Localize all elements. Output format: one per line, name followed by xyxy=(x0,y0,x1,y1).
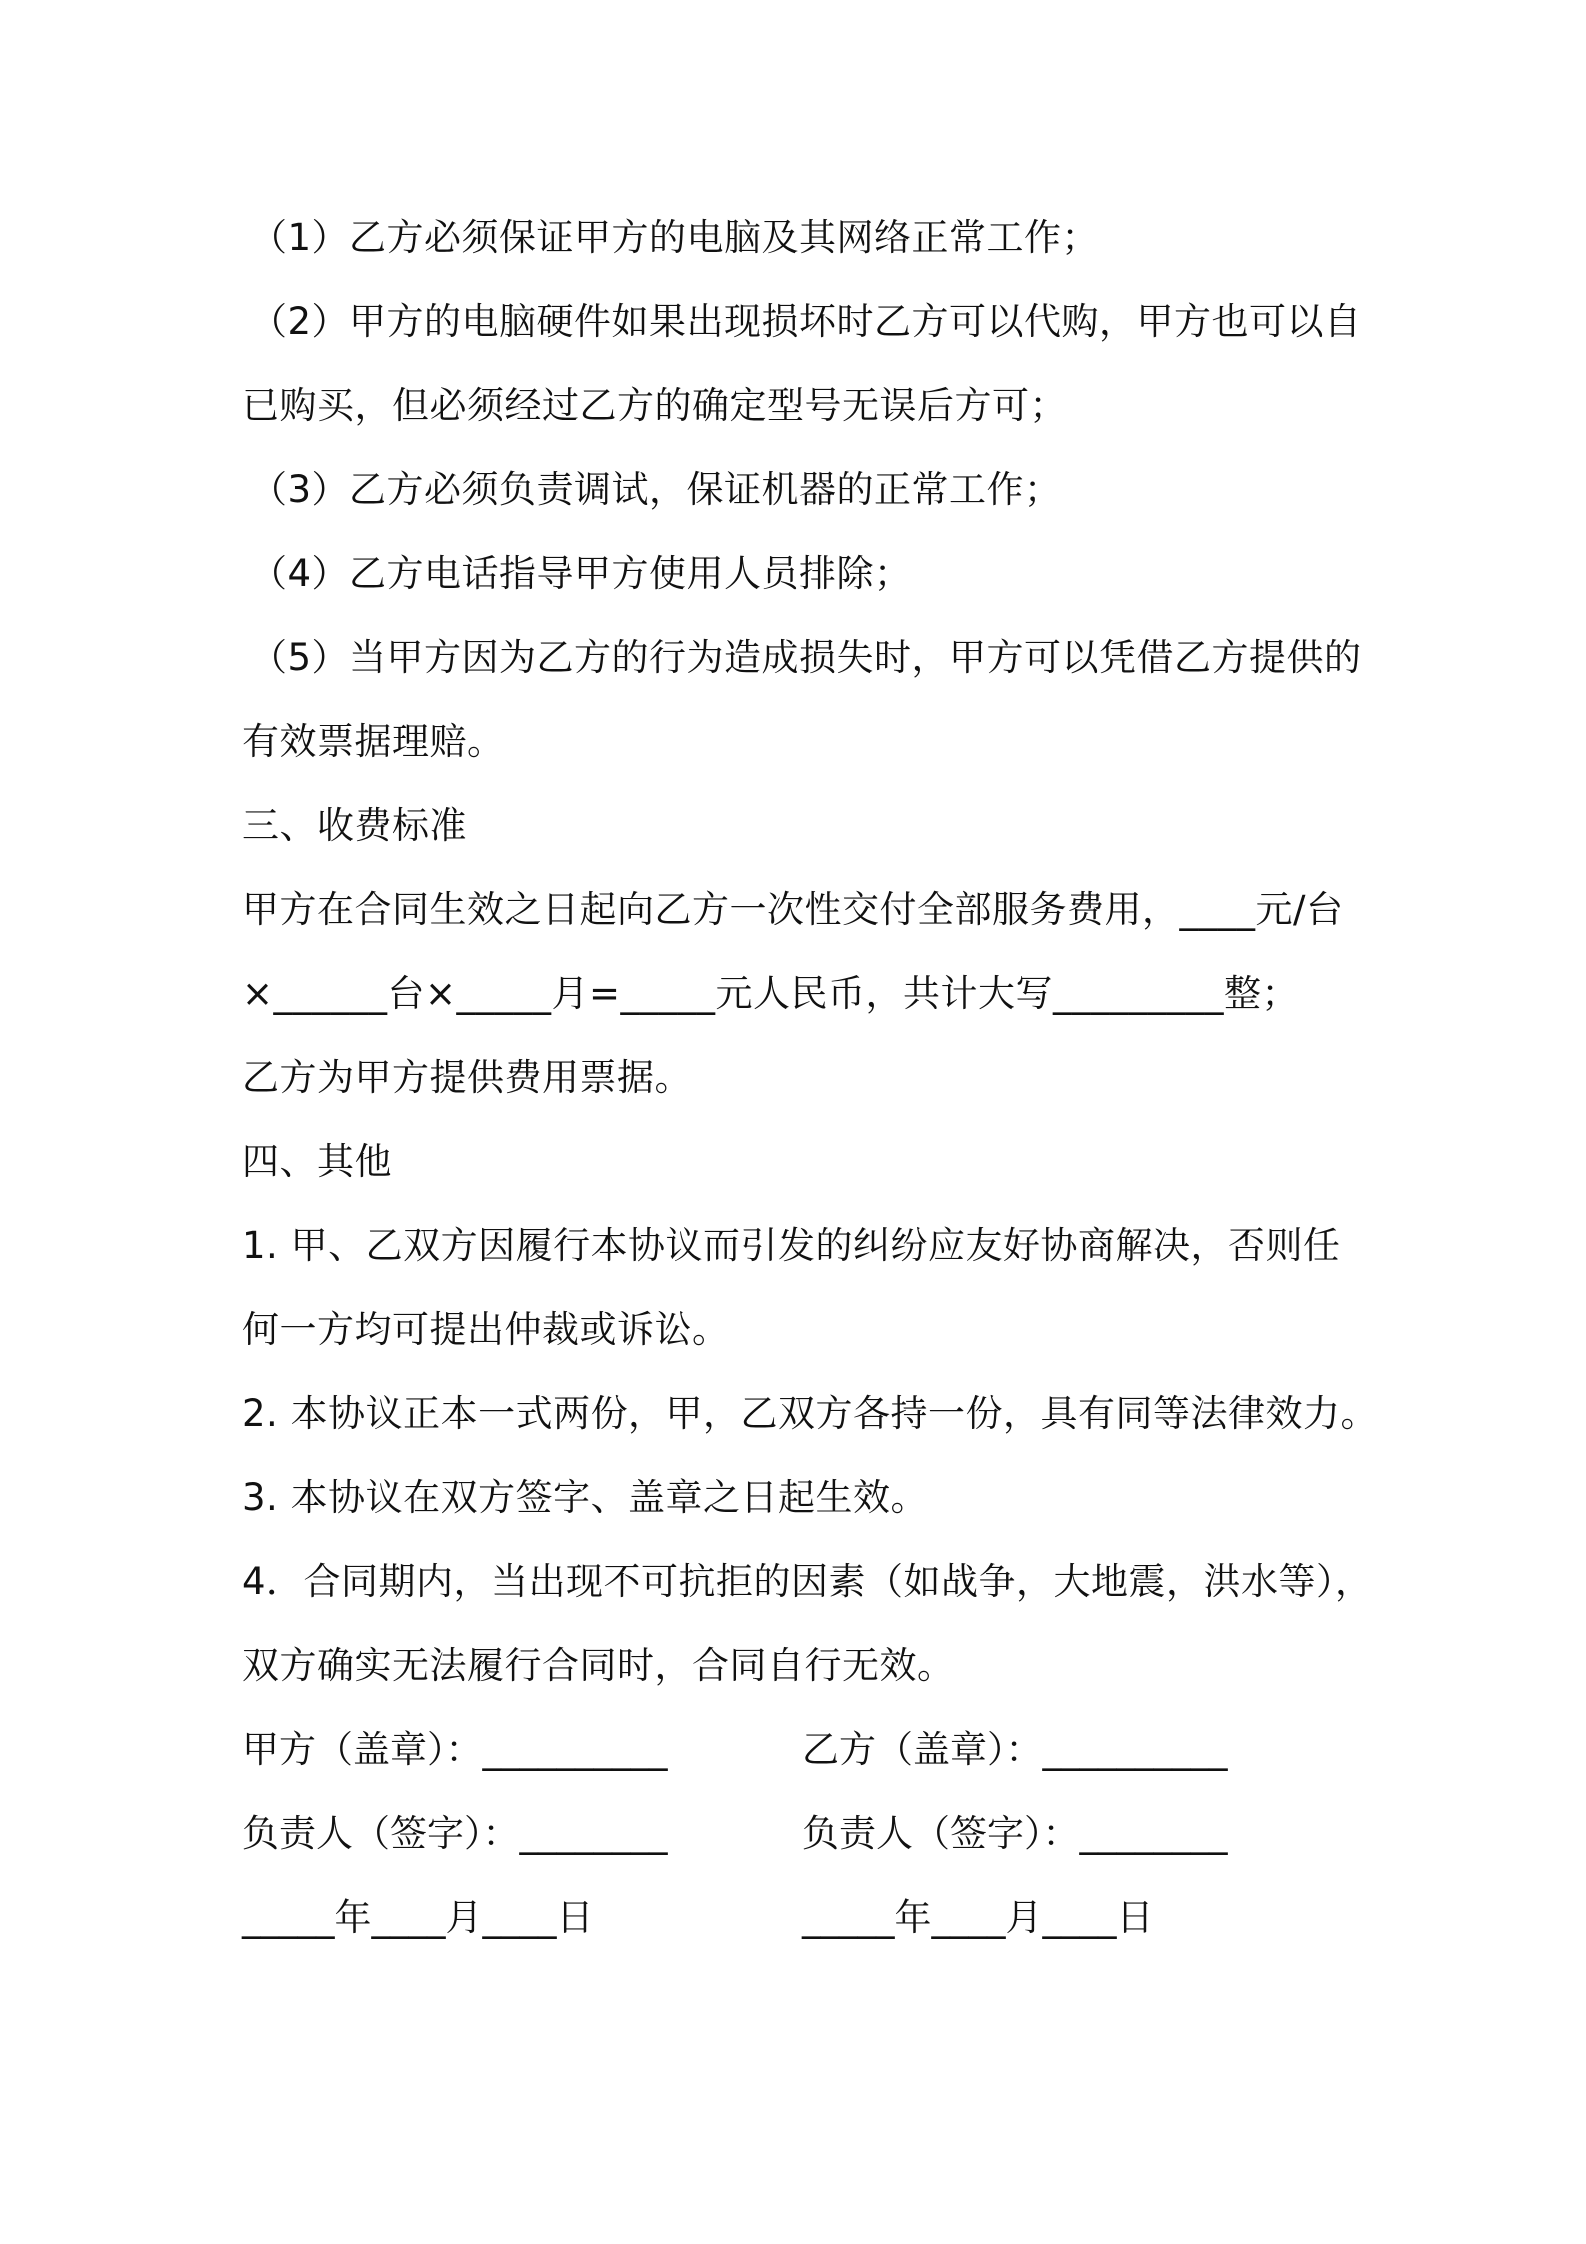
fee-line-3: 乙方为甲方提供费用票据。 xyxy=(242,1056,692,1099)
party-b-responsible: 负责人（签字）：________ xyxy=(802,1812,1228,1855)
clause-2-2: （2）甲方的电脑硬件如果出现损坏时乙方可以代购，甲方也可以自 xyxy=(250,300,1362,343)
signature-responsible-row xyxy=(242,1792,1362,1876)
clause-2-5-cont: 有效票据理赔。 xyxy=(242,720,505,763)
party-a-seal: 甲方（盖章）：__________ xyxy=(242,1728,668,1771)
other-item-4-cont: 双方确实无法履行合同时，合同自行无效。 xyxy=(242,1644,955,1687)
fee-line-1: 甲方在合同生效之日起向乙方一次性交付全部服务费用，____元/台 xyxy=(242,888,1344,931)
section-4-heading: 四、其他 xyxy=(242,1140,392,1183)
clause-2-2-cont: 已购买，但必须经过乙方的确定型号无误后方可； xyxy=(242,384,1067,427)
party-b-seal: 乙方（盖章）：__________ xyxy=(802,1728,1228,1771)
other-item-1-cont: 何一方均可提出仲裁或诉讼。 xyxy=(242,1308,730,1351)
party-a-date: _____年____月____日 xyxy=(242,1896,594,1939)
signature-block xyxy=(242,1708,1362,1960)
clause-2-4: （4）乙方电话指导甲方使用人员排除； xyxy=(250,552,912,595)
other-item-1: 1. 甲、乙双方因履行本协议而引发的纠纷应友好协商解决，否则任 xyxy=(242,1224,1341,1267)
fee-line-2: ×______台×_____月=_____元人民币，共计大写_________整； xyxy=(242,972,1300,1015)
document-body xyxy=(242,196,1379,1960)
party-a-responsible: 负责人（签字）：________ xyxy=(242,1812,668,1855)
signature-date-row xyxy=(242,1876,1362,1960)
clause-2-1: （1）乙方必须保证甲方的电脑及其网络正常工作； xyxy=(250,216,1100,259)
party-b-date: _____年____月____日 xyxy=(802,1896,1154,1939)
signature-seal-row xyxy=(242,1708,1362,1792)
other-item-4: 4．合同期内，当出现不可抗拒的因素（如战争，大地震，洪水等）， xyxy=(242,1560,1373,1603)
clause-2-3: （3）乙方必须负责调试，保证机器的正常工作； xyxy=(250,468,1062,511)
section-3-heading: 三、收费标准 xyxy=(242,804,467,847)
clause-2-5: （5）当甲方因为乙方的行为造成损失时，甲方可以凭借乙方提供的 xyxy=(250,636,1362,679)
other-item-3: 3. 本协议在双方签字、盖章之日起生效。 xyxy=(242,1476,929,1519)
other-item-2: 2. 本协议正本一式两份，甲，乙双方各持一份，具有同等法律效力。 xyxy=(242,1392,1379,1435)
